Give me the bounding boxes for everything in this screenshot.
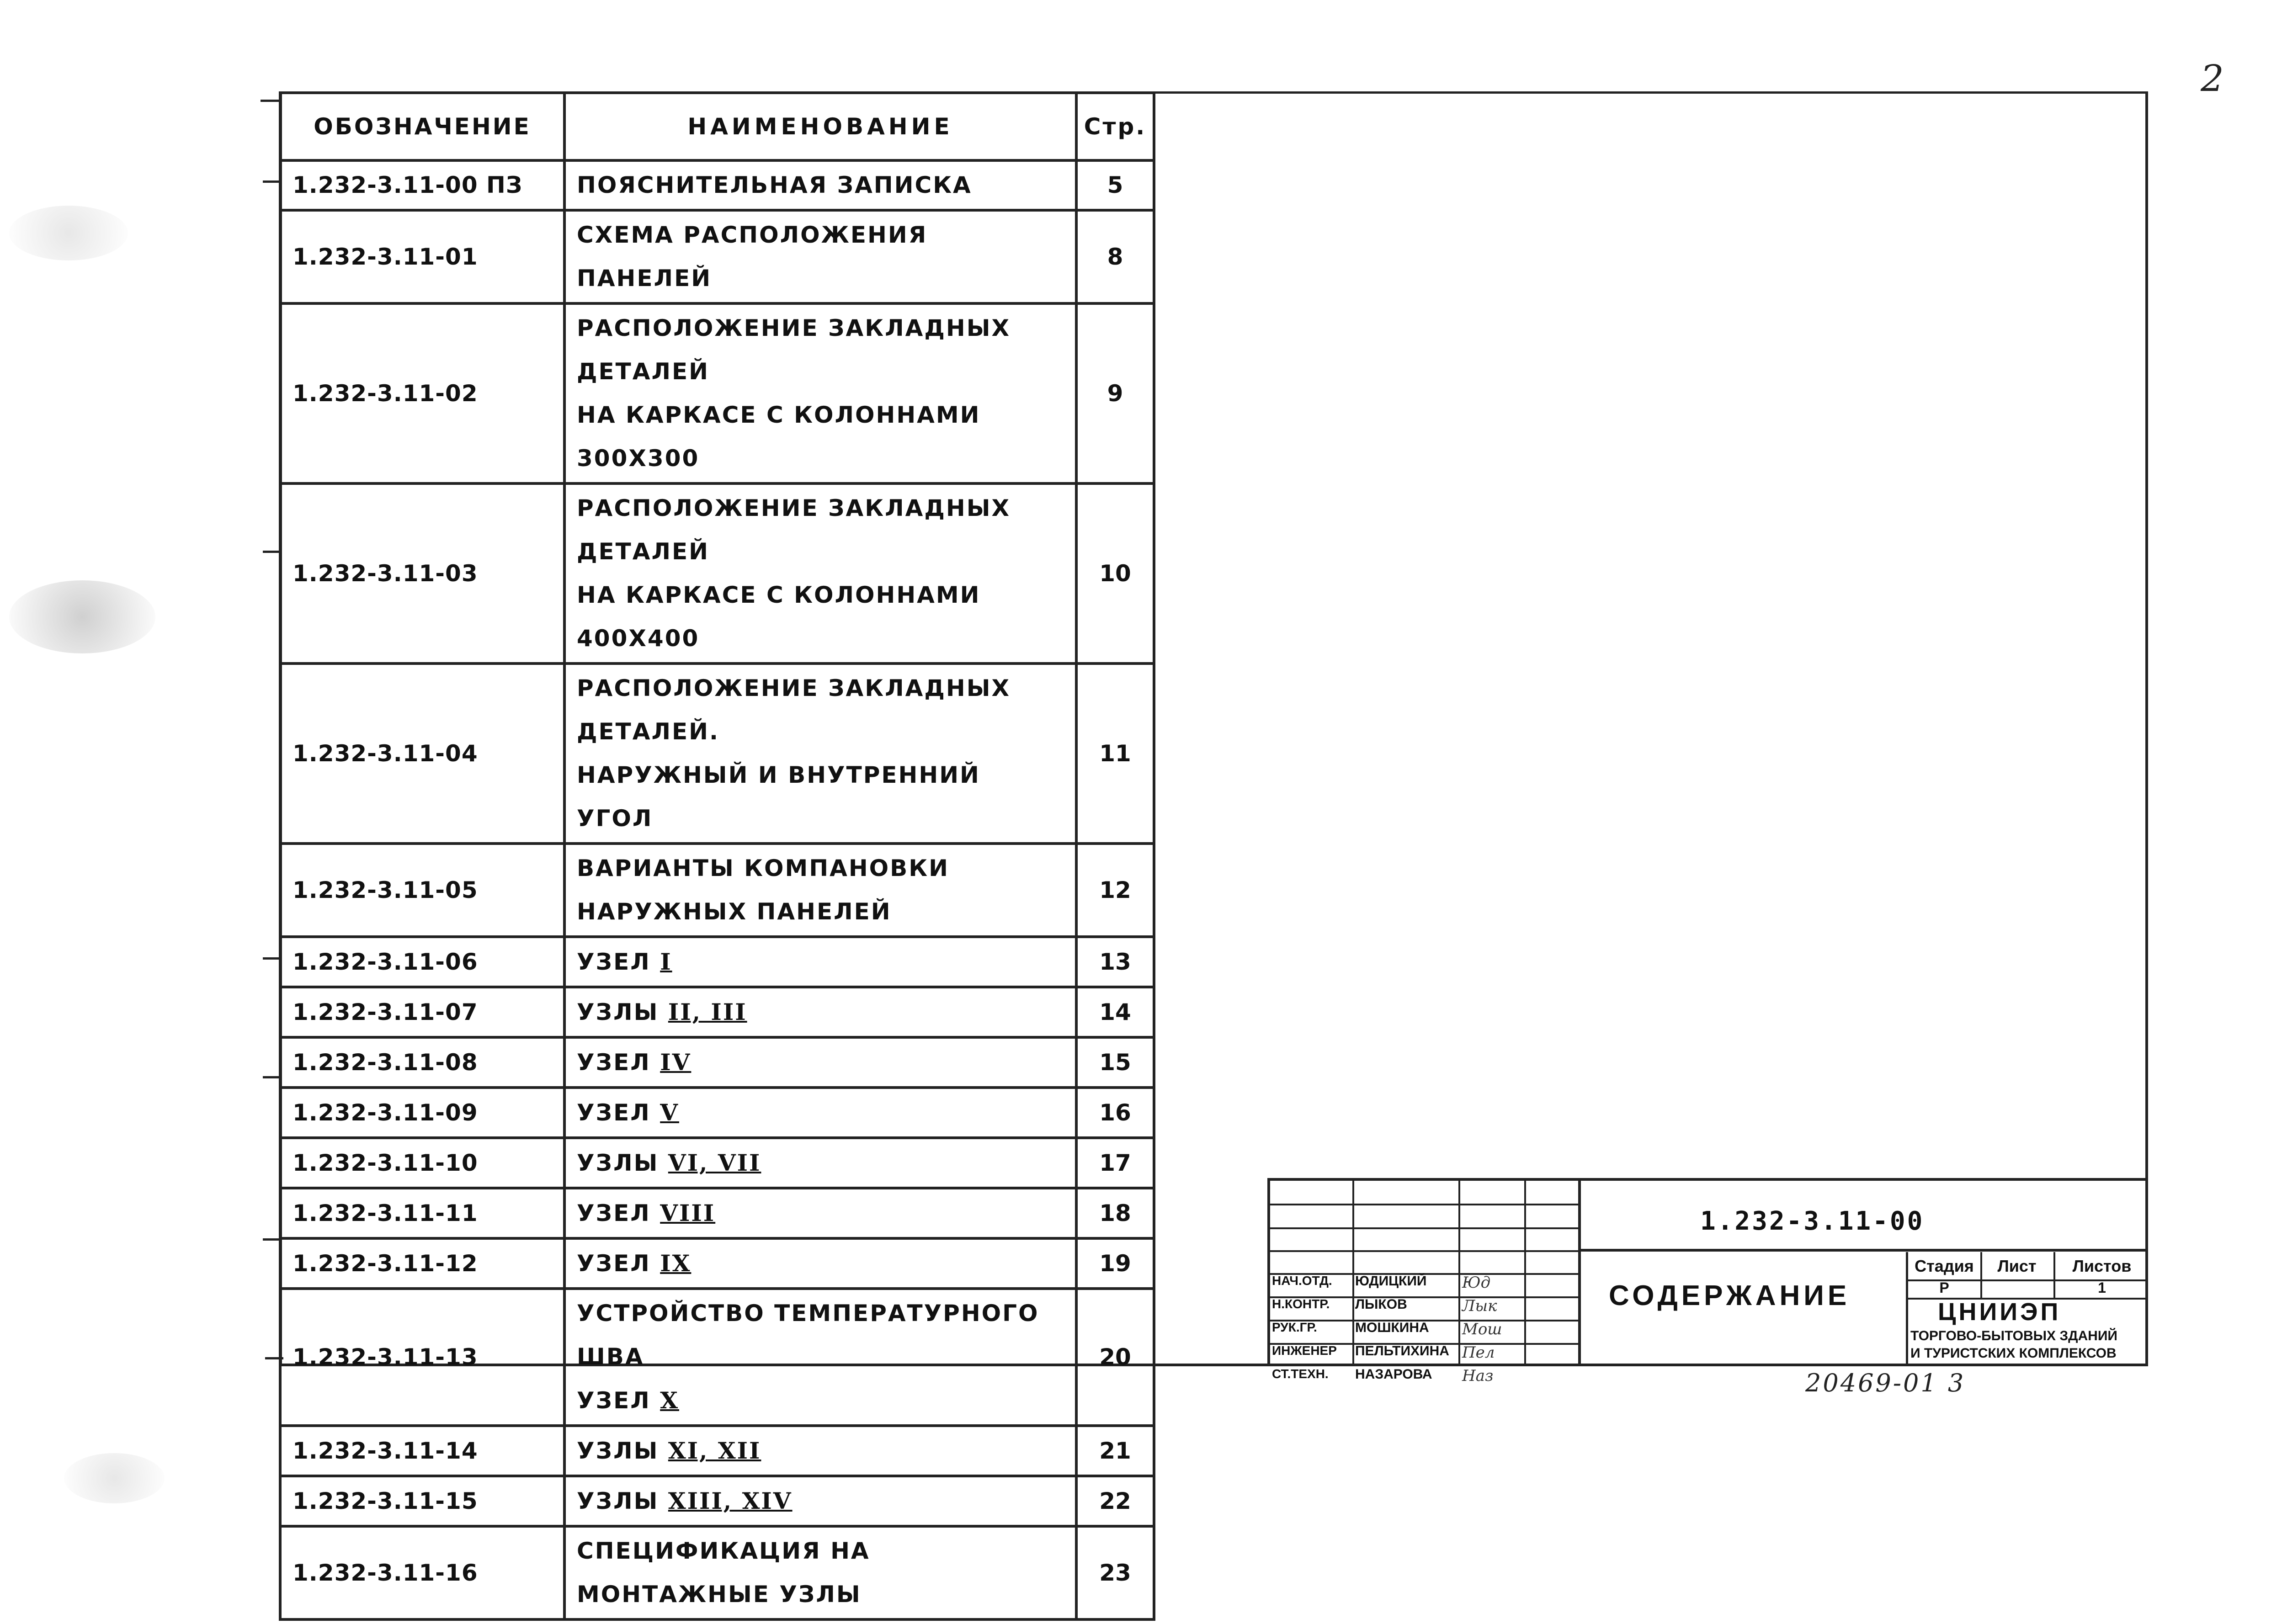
row-title-line: УЗЕЛ V xyxy=(577,1099,679,1126)
contents-row xyxy=(280,483,1154,663)
row-title xyxy=(564,1188,1076,1238)
contents-row xyxy=(280,987,1154,1037)
organization-line-2: И ТУРИСТСКИХ КОМПЛЕКСОВ xyxy=(1910,1346,2117,1361)
page-header: Стр. xyxy=(1076,93,1154,160)
signatory-name: ЮДИЦКИЙ xyxy=(1355,1274,1427,1289)
stage-header: Стадия xyxy=(1915,1257,1974,1275)
row-title xyxy=(564,1426,1076,1476)
contents-table xyxy=(279,91,1155,1621)
row-title-line: СПЕЦИФИКАЦИЯ НА МОНТАЖНЫЕ УЗЛЫ xyxy=(577,1538,870,1608)
row-designation: 1.232-3.11-11 xyxy=(280,1188,564,1238)
signatory-name: МОШКИНА xyxy=(1355,1320,1429,1335)
row-title xyxy=(564,1526,1076,1619)
row-page: 10 xyxy=(1076,483,1154,663)
contents-row xyxy=(280,663,1154,844)
row-title-line: УЗЛЫ VI, VII xyxy=(577,1149,761,1176)
signature: Пел xyxy=(1462,1343,1495,1362)
row-title xyxy=(564,1476,1076,1526)
contents-header-row xyxy=(280,93,1154,160)
signature: Наз xyxy=(1462,1367,1494,1385)
contents-body xyxy=(280,160,1154,1619)
contents-row xyxy=(280,1526,1154,1619)
node-numeral: XIII, XIV xyxy=(668,1487,793,1514)
row-title-line: УСТРОЙСТВО ТЕМПЕРАТУРНОГО ШВА xyxy=(577,1300,1039,1370)
row-title-line: УЗЛЫ XI, XII xyxy=(577,1437,761,1464)
document-title: СОДЕРЖАНИЕ xyxy=(1609,1280,1851,1311)
signature: Мош xyxy=(1462,1320,1502,1338)
row-page: 8 xyxy=(1076,210,1154,303)
row-title xyxy=(564,303,1076,483)
row-page: 17 xyxy=(1076,1138,1154,1188)
row-designation: 1.232-3.11-08 xyxy=(280,1037,564,1088)
row-title-line: УЗЕЛ X xyxy=(577,1387,679,1414)
node-numeral: XI, XII xyxy=(668,1437,761,1464)
frame-tick xyxy=(263,551,281,553)
row-title-line: УЗЕЛ IV xyxy=(577,1049,692,1076)
signatory-role: СТ.ТЕХН. xyxy=(1272,1367,1329,1381)
signatory-name: ЛЫКОВ xyxy=(1355,1297,1407,1312)
row-title-line: ПОЯСНИТЕЛЬНАЯ ЗАПИСКА xyxy=(577,172,972,198)
node-numeral: IV xyxy=(660,1049,692,1076)
title-block-divider xyxy=(1578,1178,1581,1366)
row-title xyxy=(564,987,1076,1037)
row-designation: 1.232-3.11-15 xyxy=(280,1476,564,1526)
contents-row xyxy=(280,1188,1154,1238)
document-code: 1.232-3.11-00 xyxy=(1700,1206,1925,1236)
row-title-line: НА КАРКАСЕ С КОЛОННАМИ 400Х400 xyxy=(577,582,981,652)
row-title-line: УЗЕЛ IX xyxy=(577,1250,692,1277)
row-designation: 1.232-3.11-02 xyxy=(280,303,564,483)
node-numeral: VIII xyxy=(660,1199,716,1226)
organization-name: ЦНИИЭП xyxy=(1938,1298,2061,1326)
row-designation: 1.232-3.11-04 xyxy=(280,663,564,844)
row-designation: 1.232-3.11-03 xyxy=(280,483,564,663)
title-block-midline xyxy=(1578,1249,2148,1252)
signatory-name: ПЕЛЬТИХИНА xyxy=(1355,1343,1449,1359)
contents-row xyxy=(280,303,1154,483)
signatures-grid xyxy=(1270,1181,1581,1385)
sheets-header: Листов xyxy=(2072,1257,2132,1275)
node-numeral: V xyxy=(660,1099,679,1126)
sheet-number: 2 xyxy=(2201,57,2224,100)
row-title-line: НАРУЖНЫЙ И ВНУТРЕННИЙ УГОЛ xyxy=(577,762,980,832)
row-designation: 1.232-3.11-12 xyxy=(280,1238,564,1289)
row-title-line: РАСПОЛОЖЕНИЕ ЗАКЛАДНЫХ ДЕТАЛЕЙ xyxy=(577,495,1011,565)
frame-tick xyxy=(263,1238,281,1241)
row-page: 13 xyxy=(1076,937,1154,987)
row-designation: 1.232-3.11-01 xyxy=(280,210,564,303)
contents-row xyxy=(280,844,1154,937)
row-page: 9 xyxy=(1076,303,1154,483)
node-numeral: II, III xyxy=(668,998,747,1025)
contents-row xyxy=(280,1138,1154,1188)
row-designation: 1.232-3.11-09 xyxy=(280,1088,564,1138)
scan-smudge xyxy=(9,580,155,653)
row-title-line: УЗЛЫ XIII, XIV xyxy=(577,1487,793,1514)
row-title xyxy=(564,937,1076,987)
contents-row xyxy=(280,1037,1154,1088)
row-designation: 1.232-3.11-16 xyxy=(280,1526,564,1619)
scan-smudge xyxy=(9,206,128,260)
node-numeral: X xyxy=(660,1387,679,1414)
contents-row xyxy=(280,160,1154,210)
row-page: 15 xyxy=(1076,1037,1154,1088)
frame-tick xyxy=(261,100,279,102)
row-designation: 1.232-3.11-00 ПЗ xyxy=(280,160,564,210)
row-page: 5 xyxy=(1076,160,1154,210)
row-designation: 1.232-3.11-14 xyxy=(280,1426,564,1476)
name-header: НАИМЕНОВАНИЕ xyxy=(564,93,1076,160)
contents-row xyxy=(280,210,1154,303)
row-designation: 1.232-3.11-13 xyxy=(280,1289,564,1426)
designation-header: ОБОЗНАЧЕНИЕ xyxy=(280,93,564,160)
frame-tick xyxy=(263,180,281,183)
row-page: 14 xyxy=(1076,987,1154,1037)
row-title-line: УЗЛЫ II, III xyxy=(577,998,747,1025)
contents-row xyxy=(280,1289,1154,1426)
contents-row xyxy=(280,1238,1154,1289)
row-title xyxy=(564,160,1076,210)
row-title-line: РАСПОЛОЖЕНИЕ ЗАКЛАДНЫХ ДЕТАЛЕЙ xyxy=(577,315,1011,385)
row-page: 22 xyxy=(1076,1476,1154,1526)
signatory-role: ИНЖЕНЕР xyxy=(1272,1343,1337,1358)
node-numeral: IX xyxy=(660,1250,692,1277)
node-numeral: I xyxy=(660,948,672,975)
contents-row xyxy=(280,1426,1154,1476)
row-title xyxy=(564,483,1076,663)
row-title xyxy=(564,1289,1076,1426)
row-designation: 1.232-3.11-07 xyxy=(280,987,564,1037)
row-title-line: УЗЕЛ I xyxy=(577,948,672,975)
row-title xyxy=(564,844,1076,937)
archive-number: 20469-01 3 xyxy=(1805,1369,1966,1397)
row-page: 16 xyxy=(1076,1088,1154,1138)
stage-value: Р xyxy=(1939,1279,1949,1296)
row-page: 20 xyxy=(1076,1289,1154,1426)
scan-smudge xyxy=(64,1453,165,1503)
row-page: 19 xyxy=(1076,1238,1154,1289)
frame-tick xyxy=(263,957,281,960)
sheet-header: Лист xyxy=(1997,1257,2037,1275)
row-page: 11 xyxy=(1076,663,1154,844)
row-title xyxy=(564,1238,1076,1289)
signatory-role: РУК.ГР. xyxy=(1272,1320,1317,1334)
row-page: 23 xyxy=(1076,1526,1154,1619)
signature: Юд xyxy=(1462,1274,1491,1292)
signatory-role: Н.КОНТР. xyxy=(1272,1297,1330,1311)
row-page: 21 xyxy=(1076,1426,1154,1476)
signature: Лык xyxy=(1462,1297,1497,1315)
row-title xyxy=(564,1138,1076,1188)
row-title-line: СХЕМА РАСПОЛОЖЕНИЯ ПАНЕЛЕЙ xyxy=(577,222,928,292)
row-title-line: УЗЕЛ VIII xyxy=(577,1199,716,1226)
organization-subtitle xyxy=(1910,1327,2117,1362)
row-title xyxy=(564,1088,1076,1138)
row-designation: 1.232-3.11-10 xyxy=(280,1138,564,1188)
organization-line-1: ТОРГОВО-БЫТОВЫХ ЗДАНИЙ xyxy=(1910,1328,2117,1343)
row-title xyxy=(564,663,1076,844)
row-page: 12 xyxy=(1076,844,1154,937)
signatory-role: НАЧ.ОТД. xyxy=(1272,1274,1332,1288)
sheets-value: 1 xyxy=(2098,1279,2106,1296)
row-title-line: РАСПОЛОЖЕНИЕ ЗАКЛАДНЫХ ДЕТАЛЕЙ. xyxy=(577,675,1011,745)
frame-tick xyxy=(263,1076,281,1078)
row-page: 18 xyxy=(1076,1188,1154,1238)
contents-row xyxy=(280,1088,1154,1138)
row-title-line: ВАРИАНТЫ КОМПАНОВКИ НАРУЖНЫХ ПАНЕЛЕЙ xyxy=(577,855,950,925)
contents-row xyxy=(280,1476,1154,1526)
row-title-line: НА КАРКАСЕ С КОЛОННАМИ 300Х300 xyxy=(577,402,981,472)
row-designation: 1.232-3.11-05 xyxy=(280,844,564,937)
signatory-name: НАЗАРОВА xyxy=(1355,1367,1432,1382)
contents-row xyxy=(280,937,1154,987)
row-title xyxy=(564,1037,1076,1088)
row-title xyxy=(564,210,1076,303)
row-designation: 1.232-3.11-06 xyxy=(280,937,564,987)
node-numeral: VI, VII xyxy=(668,1149,761,1176)
